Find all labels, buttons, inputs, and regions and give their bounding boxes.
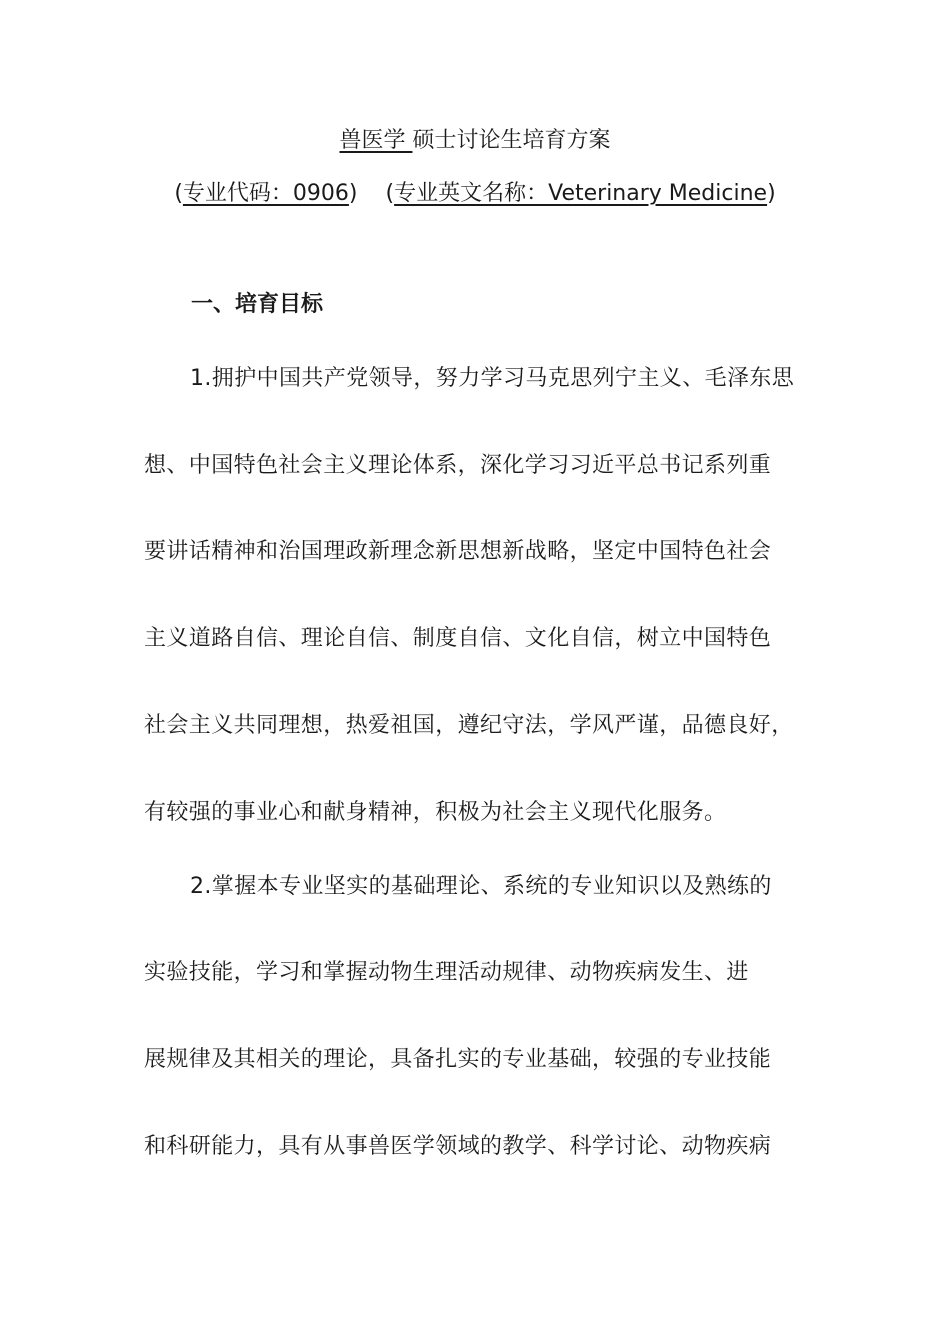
title-major-name: 兽医学: [339, 128, 413, 153]
paragraph-line: 实验技能，学习和掌握动物生理活动规律、动物疾病发生、进: [144, 960, 749, 985]
paragraph-line: 展规律及其相关的理论，具备扎实的专业基础，较强的专业技能: [144, 1047, 772, 1072]
section-heading: 一、培育目标: [191, 292, 324, 317]
code-open-paren: (: [174, 181, 183, 206]
paragraph-line: 有较强的事业心和献身精神，积极为社会主义现代化服务。: [144, 800, 727, 825]
major-english-name: 专业英文名称：Veterinary Medicine: [394, 181, 768, 206]
paragraph-line: 2.掌握本专业坚实的基础理论、系统的专业知识以及熟练的: [190, 874, 772, 899]
paragraph-line: 主义道路自信、理论自信、制度自信、文化自信，树立中国特色: [144, 626, 772, 651]
code-close-paren: ): [348, 181, 358, 206]
name-open-paren: (: [385, 181, 395, 206]
paragraph-line: 要讲话精神和治国理政新理念新思想新战略，坚定中国特色社会: [144, 539, 772, 564]
title-rest: 硕士讨论生培育方案: [412, 128, 611, 153]
document-subtitle: [0, 176, 950, 212]
major-code: 专业代码：0906: [182, 181, 349, 206]
document-title: [0, 124, 950, 158]
name-close-paren: ): [767, 181, 776, 206]
paragraph-line: 1.拥护中国共产党领导，努力学习马克思列宁主义、毛泽东思: [190, 366, 795, 391]
paragraph-line: 想、中国特色社会主义理论体系，深化学习习近平总书记系列重: [144, 453, 772, 478]
paragraph-line: 社会主义共同理想，热爱祖国，遵纪守法，学风严谨，品德良好，: [144, 713, 794, 738]
paragraph-line: 和科研能力，具有从事兽医学领域的教学、科学讨论、动物疾病: [144, 1134, 772, 1159]
